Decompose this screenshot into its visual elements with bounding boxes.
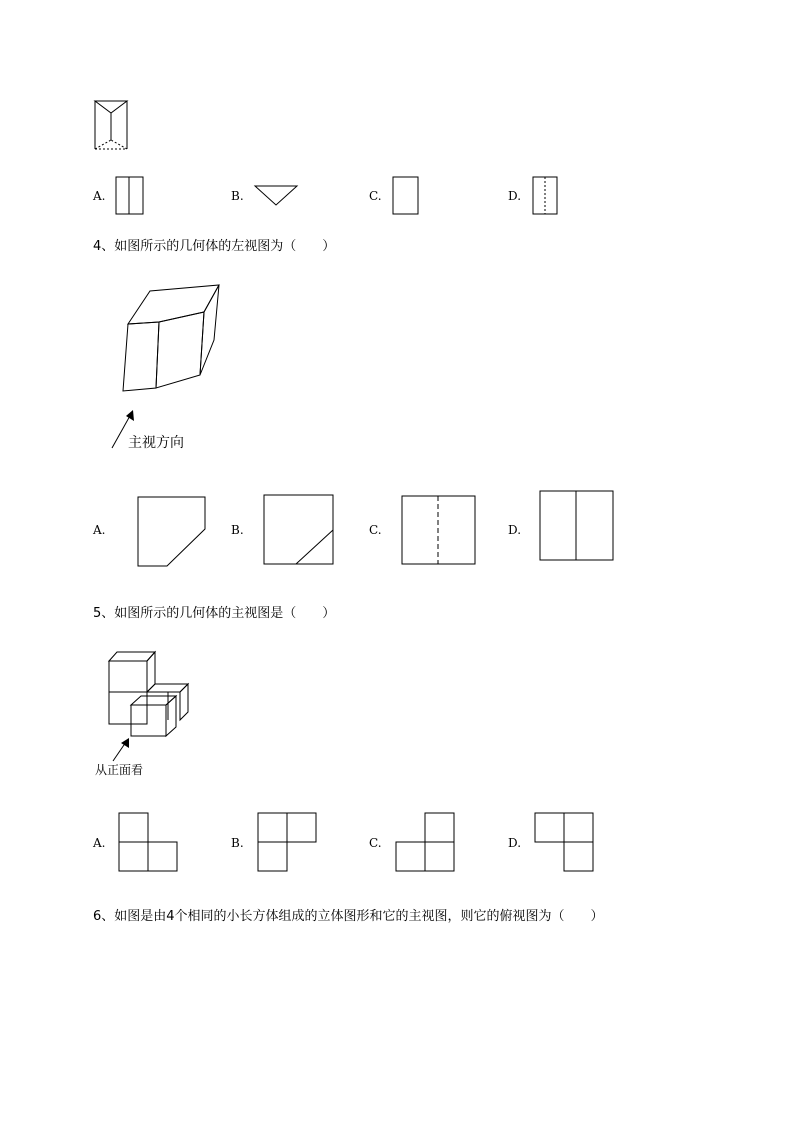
q4-option-a-figure (138, 497, 205, 566)
q5-cube-figure (109, 652, 188, 736)
q3-option-d-label[interactable]: D. (508, 189, 522, 203)
q5-option-b-label[interactable]: B. (231, 836, 244, 850)
q4-solid-figure (123, 285, 219, 391)
q3-option-b-label[interactable]: B. (231, 189, 244, 203)
q5-question-text: 5、如图所示的几何体的主视图是（ ） (93, 606, 336, 621)
q4-option-b-figure (264, 495, 333, 564)
q4-option-b-label[interactable]: B. (231, 523, 244, 537)
q4-option-d-label[interactable]: D. (508, 523, 522, 537)
q3-option-c-figure (393, 177, 418, 214)
q5-option-a-label[interactable]: A. (93, 836, 106, 850)
q3-option-c-label[interactable]: C. (369, 189, 382, 203)
q4-option-c-label[interactable]: C. (369, 523, 382, 537)
q5-option-c-label[interactable]: C. (369, 836, 382, 850)
q5-option-c-figure (396, 813, 454, 871)
q3-option-a-label[interactable]: A. (93, 189, 106, 203)
q3-prism-figure (95, 101, 127, 149)
q4-view-direction-caption: 主视方向 (128, 435, 184, 451)
q5-option-d-figure (535, 813, 593, 871)
q5-option-b-figure (258, 813, 316, 871)
q4-question-text: 4、如图所示的几何体的左视图为（ ） (93, 239, 336, 254)
q5-option-a-figure (119, 813, 177, 871)
q3-option-d-figure (533, 177, 557, 214)
q6-question-text: 6、如图是由4个相同的小长方体组成的立体图形和它的主视图，则它的俯视图为（ ） (93, 909, 604, 924)
q3-option-a-figure (116, 177, 143, 214)
q5-view-direction-caption: 从正面看 (95, 763, 144, 777)
q4-option-a-label[interactable]: A. (93, 523, 106, 537)
q5-option-d-label[interactable]: D. (508, 836, 522, 850)
q3-option-b-figure (255, 186, 297, 205)
q4-option-d-figure (540, 491, 613, 560)
q4-option-c-figure (402, 496, 475, 564)
